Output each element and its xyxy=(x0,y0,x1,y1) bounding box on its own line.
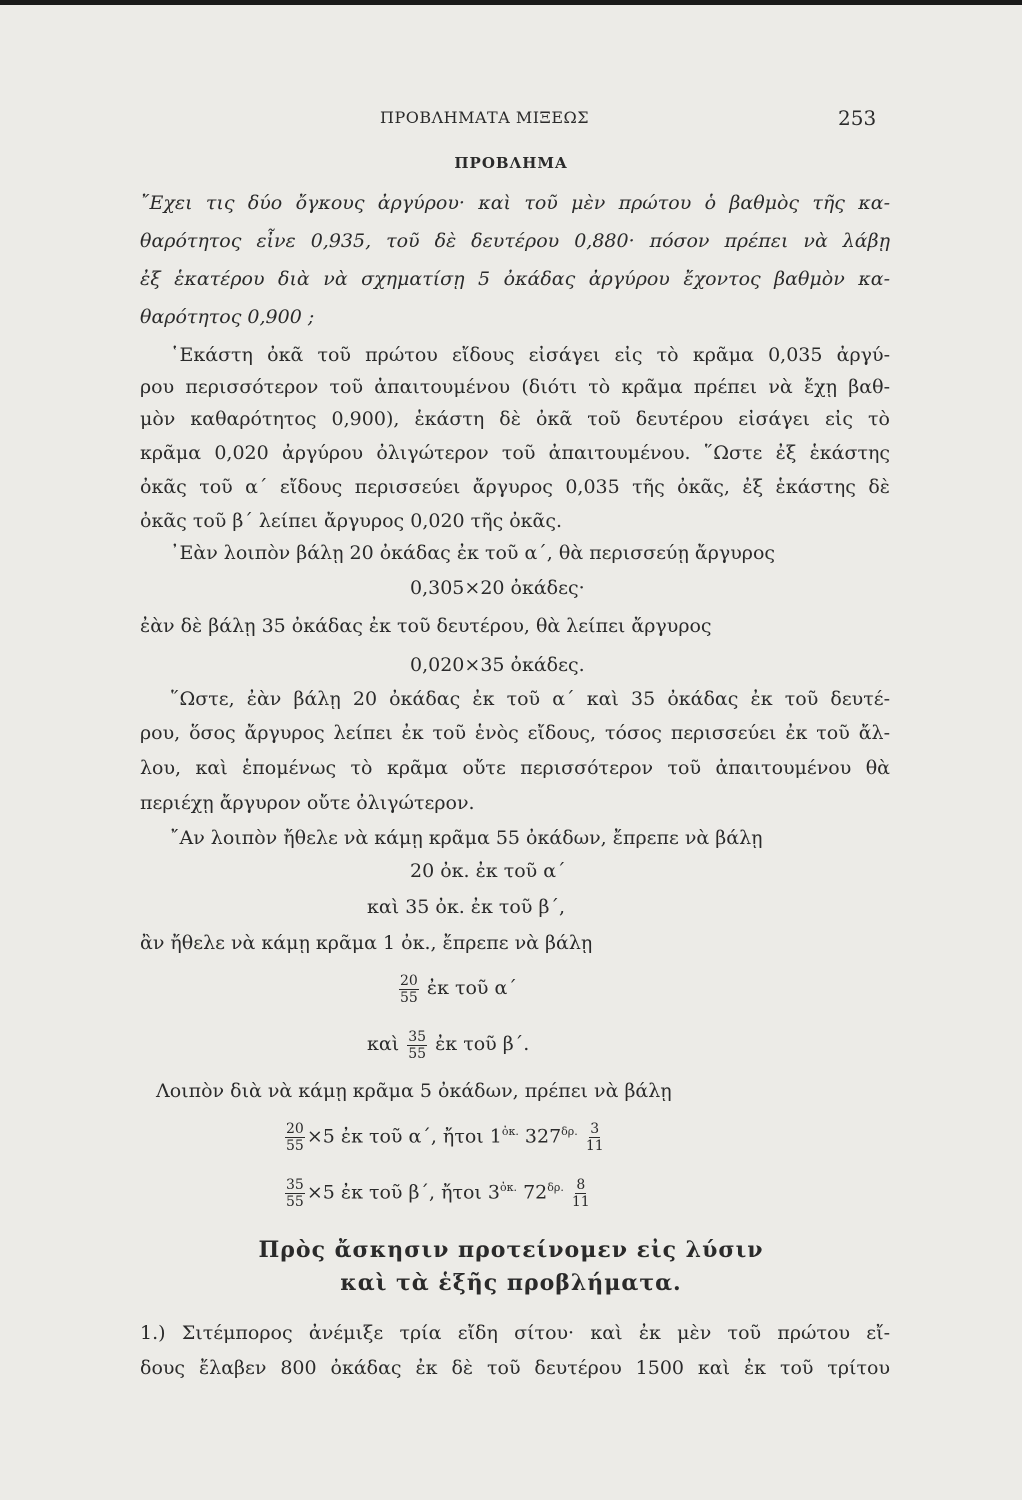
fraction: $\frac{35}{55}$ xyxy=(286,1176,304,1210)
exercise-item: δους ἔλαβεν 800 ὀκάδας ἐκ δὲ τοῦ δευτέρου 1500 καὶ ἐκ τοῦ τρίτου xyxy=(140,1357,890,1379)
statement-line: ῎Εχει τις δύο ὄγκους ἀργύρου· καὶ τοῦ μὲν πρώτου ὁ βαθμὸς τῆς κα- xyxy=(140,192,890,214)
exercise-item: 1.) Σιτέμπορος ἀνέμιξε τρία εἴδη σίτου· καὶ ἐκ μὲν τοῦ πρώτου εἴ- xyxy=(140,1322,890,1344)
solution-line: λου, καὶ ἑπομένως τὸ κρᾶμα οὔτε περισσότερον τοῦ ἀπαιτουμένου θὰ xyxy=(140,757,890,779)
solution-line: ῞Ωστε, ἐὰν βάλῃ 20 ὀκάδας ἐκ τοῦ α΄ καὶ 35 ὀκάδας ἐκ τοῦ δευτέ- xyxy=(170,688,890,710)
exercises-title: Πρὸς ἄσκησιν προτείνομεν εἰς λύσιν xyxy=(258,1237,764,1263)
solution-line: ἂν ἤθελε νὰ κάμῃ κρᾶμα 1 ὀκ., ἔπρεπε νὰ βάλῃ xyxy=(140,932,593,954)
result-line: $\frac{35}{55}$ ×5 ἐκ τοῦ β΄, ἤτοι $3^{ὀ\kappa.}$ $72^{\delta\rho.}$ $\frac{8}{11}$ xyxy=(286,1176,590,1210)
fraction: $\frac{35}{55}$ xyxy=(408,1028,427,1062)
equation-line: 20 ὀκ. ἐκ τοῦ α΄ xyxy=(410,860,566,882)
statement-line: ἐξ ἑκατέρου διὰ νὰ σχηματίσῃ 5 ὀκάδας ἀργύρου ἔχοντος βαθμὸν κα- xyxy=(140,268,890,290)
equation-line: 0,020×35 ὀκάδες. xyxy=(410,654,585,676)
running-title: ΠΡΟΒΛΗΜΑΤΑ ΜΙΞΕΩΣ xyxy=(380,108,590,127)
solution-line: ῾Εκάστη ὀκᾶ τοῦ πρώτου εἴδους εἰσάγει εἰς τὸ κρᾶμα 0,035 ἀργύ- xyxy=(170,344,890,366)
solution-line: ρου, ὅσος ἄργυρος λείπει ἐκ τοῦ ἑνὸς εἴδους, τόσος περισσεύει ἐκ τοῦ ἄλ- xyxy=(140,722,890,744)
fraction: $\frac{8}{11}$ xyxy=(571,1176,590,1210)
fraction-line: $\frac{20}{55}$ ἐκ τοῦ α΄ xyxy=(400,972,517,1006)
fraction: $\frac{20}{55}$ xyxy=(286,1120,304,1154)
solution-line: μὸν καθαρότητος 0,900), ἑκάστη δὲ ὀκᾶ τοῦ δευτέρου εἰσάγει εἰς τὸ xyxy=(140,408,890,430)
statement-line: θαρότητος εἶνε 0,935, τοῦ δὲ δευτέρου 0,880· πόσον πρέπει νὰ λάβῃ xyxy=(140,230,890,252)
running-header xyxy=(0,104,1022,134)
solution-line: ᾿Εὰν λοιπὸν βάλῃ 20 ὀκάδας ἐκ τοῦ α΄, θὰ περισσεύῃ ἄργυρος xyxy=(170,542,776,564)
conclusion-line: Λοιπὸν διὰ νὰ κάμῃ κρᾶμα 5 ὀκάδων, πρέπει νὰ βάλῃ xyxy=(156,1080,672,1102)
exercises-subtitle: καὶ τὰ ἑξῆς προβλήματα. xyxy=(340,1270,682,1296)
fraction: $\frac{3}{11}$ xyxy=(585,1120,604,1154)
solution-line: κρᾶμα 0,020 ἀργύρου ὀλιγώτερον τοῦ ἀπαιτουμένου. ῞Ωστε ἐξ ἑκάστης xyxy=(140,442,890,464)
solution-line: ὀκᾶς τοῦ α΄ εἴδους περισσεύει ἄργυρος 0,035 τῆς ὀκᾶς, ἐξ ἑκάστης δὲ xyxy=(140,476,890,498)
solution-line: ῎Αν λοιπὸν ἤθελε νὰ κάμῃ κρᾶμα 55 ὀκάδων, ἔπρεπε νὰ βάλῃ xyxy=(170,827,763,849)
result-line: $\frac{20}{55}$ ×5 ἐκ τοῦ α΄, ἤτοι $1^{ὀ\kappa.}$ $327^{\delta\rho.}$ $\frac{3}{11}$ xyxy=(286,1120,604,1154)
problem-heading: ΠΡΟΒΛΗΜΑ xyxy=(454,154,568,172)
fraction-line: καὶ $\frac{35}{55}$ ἐκ τοῦ β΄. xyxy=(367,1028,530,1062)
solution-line: ρου περισσότερον τοῦ ἀπαιτουμένου (διότι τὸ κρᾶμα πρέπει νὰ ἔχῃ βαθ- xyxy=(140,376,890,398)
equation-line: 0,305×20 ὀκάδες· xyxy=(410,577,585,599)
solution-line: περιέχῃ ἄργυρον οὔτε ὀλιγώτερον. xyxy=(140,792,475,814)
scan-edge xyxy=(0,0,1022,5)
fraction: $\frac{20}{55}$ xyxy=(400,972,418,1006)
solution-line: ἐὰν δὲ βάλῃ 35 ὀκάδας ἐκ τοῦ δευτέρου, θὰ λείπει ἄργυρος xyxy=(140,615,712,637)
equation-line: καὶ 35 ὀκ. ἐκ τοῦ β΄, xyxy=(367,896,565,918)
solution-line: ὀκᾶς τοῦ β΄ λείπει ἄργυρος 0,020 τῆς ὀκᾶς. xyxy=(140,510,563,532)
page-number: 253 xyxy=(838,106,877,130)
statement-line: θαρότητος 0,900 ; xyxy=(140,306,315,328)
